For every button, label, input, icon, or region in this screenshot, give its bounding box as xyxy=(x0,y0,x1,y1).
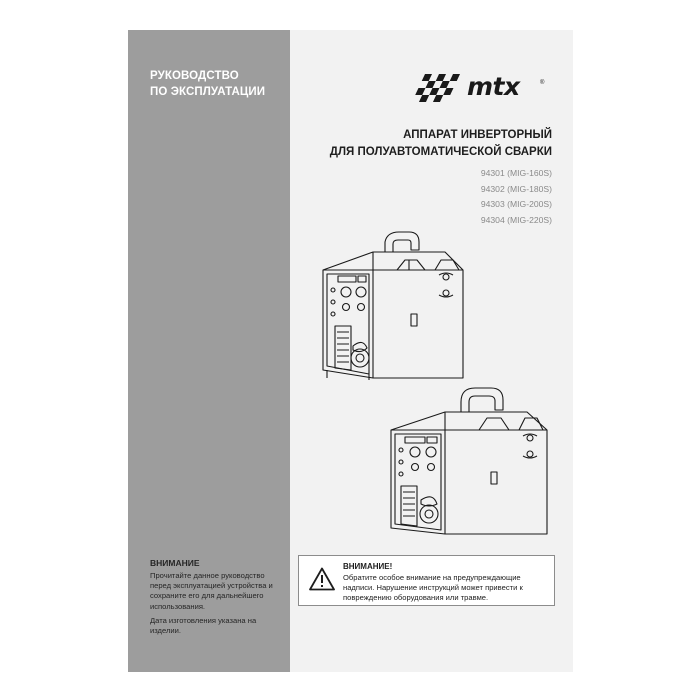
registered-mark: ® xyxy=(540,80,545,86)
manual-title xyxy=(150,68,265,100)
cover-sidebar xyxy=(128,30,290,672)
model-item: 94303 (MIG-200S) xyxy=(480,199,552,210)
model-list xyxy=(481,166,552,228)
warning-triangle-icon xyxy=(309,567,335,591)
model-item: 94302 (MIG-180S) xyxy=(480,183,552,194)
sidebar-warning-heading: ВНИМАНИЕ xyxy=(150,558,200,568)
product-title-line-2: ДЛЯ ПОЛУАВТОМАТИЧЕСКОЙ СВАРКИ xyxy=(329,146,552,158)
manual-title-line-2: ПО ЭКСПЛУАТАЦИИ xyxy=(150,86,266,98)
model-item: 94301 (MIG-160S) xyxy=(480,168,552,178)
sidebar-warning-paragraph-2: Дата изготовления указана на изделии. xyxy=(150,615,257,636)
manual-title-line-1: РУКОВОДСТВО xyxy=(150,70,239,82)
mtx-checker-emblem-icon xyxy=(411,74,467,102)
notice-title: ВНИМАНИЕ! xyxy=(343,562,393,571)
product-title-line-1: АППАРАТ ИНВЕРТОРНЫЙ xyxy=(403,129,552,141)
brand-logo-text: mtx xyxy=(467,72,520,101)
model-item: 94304 (MIG-220S) xyxy=(480,214,552,225)
notice-body: Обратите особое внимание на предупреждающие надписи. Нарушение инструкций может привести к повреждению оборудования или травме. xyxy=(343,573,523,602)
product-title xyxy=(330,127,552,161)
warning-notice xyxy=(298,555,555,606)
sidebar-warning-paragraph-1: Прочитайте данное руководство перед эксплуатацией устройства и сохраните его для дальнейшего использования. xyxy=(150,571,273,611)
brand-logo xyxy=(411,70,546,110)
sidebar-warning-text xyxy=(150,571,282,640)
welding-machine-icon xyxy=(313,230,473,390)
manual-cover xyxy=(128,30,573,672)
welding-machine-icon xyxy=(383,382,553,542)
